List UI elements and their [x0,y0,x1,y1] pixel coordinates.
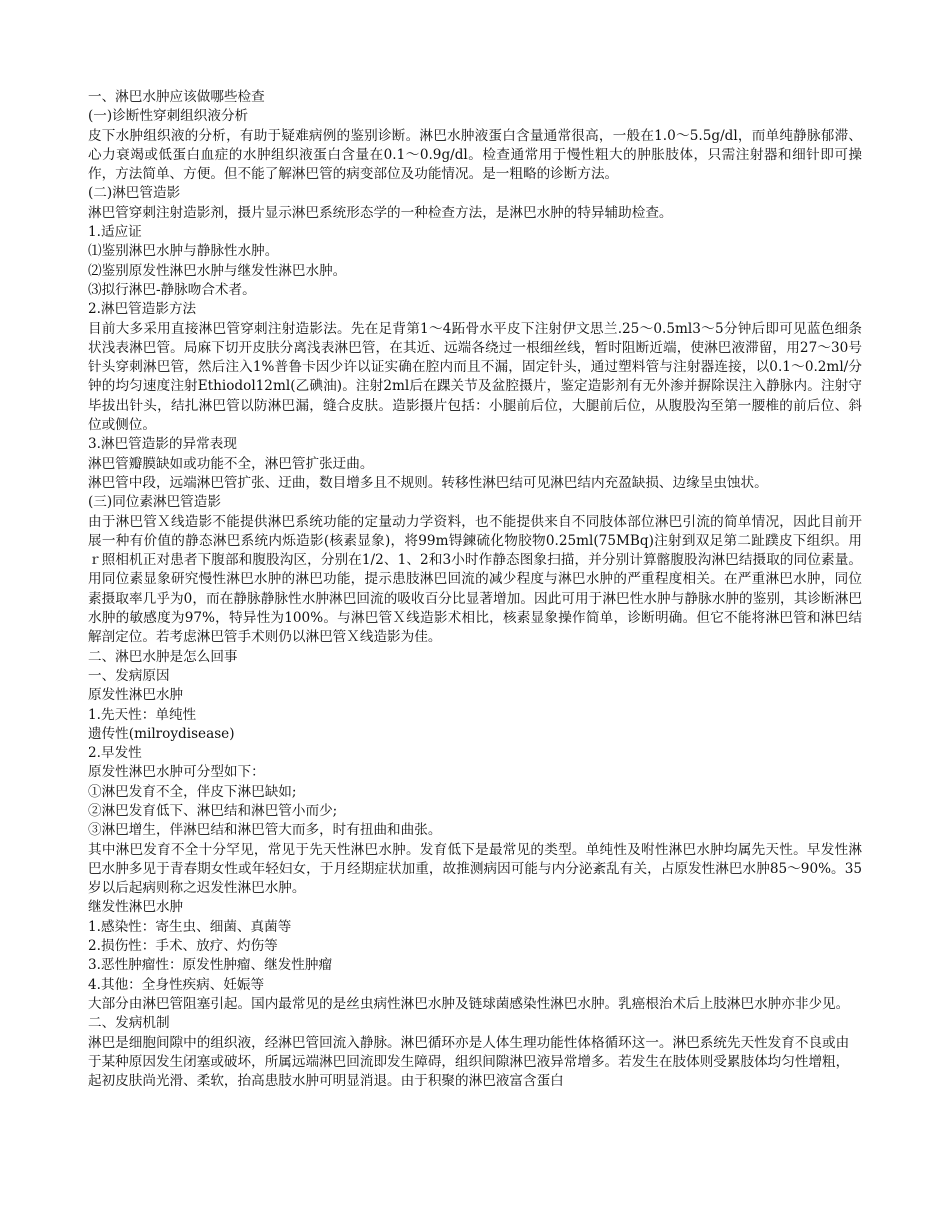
paragraph-primary-detail: 其中淋巴发育不全十分罕见，常见于先天性淋巴水肿。发育低下是最常见的类型。单纯性及咐性淋巴水肿均属先天性。早发性淋巴水肿多见于青春期女性或年轻妇女，于月经期症状加重，故推测病因可能与内分泌紊乱有关，占原发性淋巴水肿85～90%。35岁以后起病则称之迟发性淋巴水肿。 [88,841,862,897]
list-item: 2.损伤性：手术、放疗、灼伤等 [88,938,278,955]
list-item: 1.先天性：单纯性 [88,706,197,723]
subsection-heading-cause: 一、发病原因 [88,667,170,684]
list-item: ③淋巴增生，伴淋巴结和淋巴管大而多，时有扭曲和曲张。 [88,822,442,839]
subsection-heading-lymphangiography: (二)淋巴管造影 [88,185,181,202]
subsection-heading-isotope: (三)同位素淋巴管造影 [88,494,221,511]
paragraph-method: 目前大多采用直接淋巴管穿刺注射造影法。先在足背第1～4跖骨水平皮下注射伊文思兰.25～0.5ml3～5分钟后即可见蓝色细条状浅表淋巴管。局麻下切开皮肤分离浅表淋巴管，在其近、远端各绕过一根细丝线，暂时阻断近端，使淋巴液滞留，用27～30号针头穿刺淋巴管，然后注入1%普鲁卡因少许以证实确在腔内而且不漏，固定针头，通过塑料管与注射器连接，以0.1～0.2ml/分钟的均匀速度注射Ethiodol12ml(乙碘油)。注射2ml后在踝关节及盆腔摄片，鉴定造影剂有无外渗并摒除误注入静脉内。注射守毕拔出针头，结扎淋巴管以防淋巴漏，缝合皮肤。造影摄片包括：小腿前后位，大腿前后位，从腹股沟至第一腰椎的前后位、斜位或侧位。 [88,320,862,434]
list-item: ⑶拟行淋巴-静脉吻合术者。 [88,281,256,298]
paragraph-abnormal-1: 淋巴管瓣膜缺如或功能不全，淋巴管扩张迂曲。 [88,455,374,472]
paragraph-lymphangiography: 淋巴管穿刺注射造影剂，摄片显示淋巴系统形态学的一种检查方法，是淋巴水肿的特异辅助检查。 [88,204,673,221]
list-item: 3.恶性肿瘤性：原发性肿瘤、继发性肿瘤 [88,957,333,974]
subsection-heading-puncture: (一)诊断性穿刺组织液分析 [88,108,249,125]
paragraph-mechanism: 淋巴是细胞间隙中的组织液，经淋巴管回流入静脉。淋巴循环亦是人体生理功能性体格循环这一。淋巴系统先天性发育不良或由于某种原因发生闭塞或破坏，所属远端淋巴回流即发生障碍，组织间隙淋巴液异常增多。若发生在肢体则受累肢体均匀性增粗，起初皮肤尚光滑、柔软，抬高患肢水肿可明显消退。由于积聚的淋巴液富含蛋白 [88,1034,850,1090]
list-item: ⑵鉴别原发性淋巴水肿与继发性淋巴水肿。 [88,262,347,279]
paragraph-classification: 原发性淋巴水肿可分型如下： [88,764,265,781]
list-item: 遗传性(milroydisease) [88,725,235,742]
subsection-heading-mechanism: 二、发病机制 [88,1015,170,1032]
section-heading-1: 一、淋巴水肿应该做哪些检查 [88,89,265,105]
list-item: ②淋巴发育低下、淋巴结和淋巴管小而少; [88,802,338,819]
list-item: 1.感染性：寄生虫、细菌、真菌等 [88,918,292,935]
paragraph-puncture: 皮下水肿组织液的分析，有助于疑难病例的鉴别诊断。淋巴水肿液蛋白含量通常很高，一般在1.0～5.5g/dl，而单纯静脉郁滞、心力衰竭或低蛋白血症的水肿组织液蛋白含量在0.1～0.9g/dl。检查通常用于慢性粗大的肿胀肢体，只需注射器和细针即可操作，方法简单、方便。但不能了解淋巴管的病变部位及功能情况。是一粗略的诊断方法。 [88,127,862,183]
subheading-primary: 原发性淋巴水肿 [88,687,184,704]
list-item: ①淋巴发育不全，伴皮下淋巴缺如; [88,783,297,800]
list-item: 2.早发性 [88,745,142,762]
paragraph-isotope: 由于淋巴管Ｘ线造影不能提供淋巴系统功能的定量动力学资料，也不能提供来自不同肢体部位淋巴引流的简单情况，因此目前开展一种有价值的静态淋巴系统内烁造影(核素显象)，将99m锝鍊硫化物胶物0.25ml(75MBq)注射到双足第二趾蹼皮下组织。用ｒ照相机正对患者下腹部和腹股沟区，分别在1/2、1、2和3小时作静态图象扫描，并分别计算髂腹股沟淋巴结摄取的同位素量。用同位素显象研究慢性淋巴水肿的淋巴功能，提示患肢淋巴回流的减少程度与淋巴水肿的严重程度相关。在严重淋巴水肿，同位素摄取率几乎为0，而在静脉静脉性水肿淋巴回流的吸收百分比显著增加。因此可用于淋巴性水肿与静脉水肿的鉴别，其诊断淋巴水肿的敏感度为97%，特异性为100%。与淋巴管Ｘ线造影术相比，核素显象操作简单，诊断明确。但它不能将淋巴管和淋巴结解剖定位。若考虑淋巴管手术则仍以淋巴管Ｘ线造影为佳。 [88,513,862,646]
list-item: ⑴鉴别淋巴水肿与静脉性水肿。 [88,243,279,260]
subheading-secondary: 继发性淋巴水肿 [88,899,184,916]
section-heading-2: 二、淋巴水肿是怎么回事 [88,648,238,665]
document-body [88,88,862,1091]
list-item: 4.其他：全身性疾病、妊娠等 [88,976,265,993]
item-heading-abnormal: 3.淋巴管造影的异常表现 [88,436,237,453]
paragraph-abnormal-2: 淋巴管中段，远端淋巴管扩张、迂曲，数目增多且不规则。转移性淋巴结可见淋巴结内充盈缺损、边缘呈虫蚀状。 [88,474,768,491]
item-heading-indications: 1.适应证 [88,224,142,241]
paragraph-secondary-detail: 大部分由淋巴管阻塞引起。国内最常见的是丝虫病性淋巴水肿及链球菌感染性淋巴水肿。乳癌根治术后上肢淋巴水肿亦非少见。 [88,995,850,1012]
item-heading-method: 2.淋巴管造影方法 [88,301,197,318]
